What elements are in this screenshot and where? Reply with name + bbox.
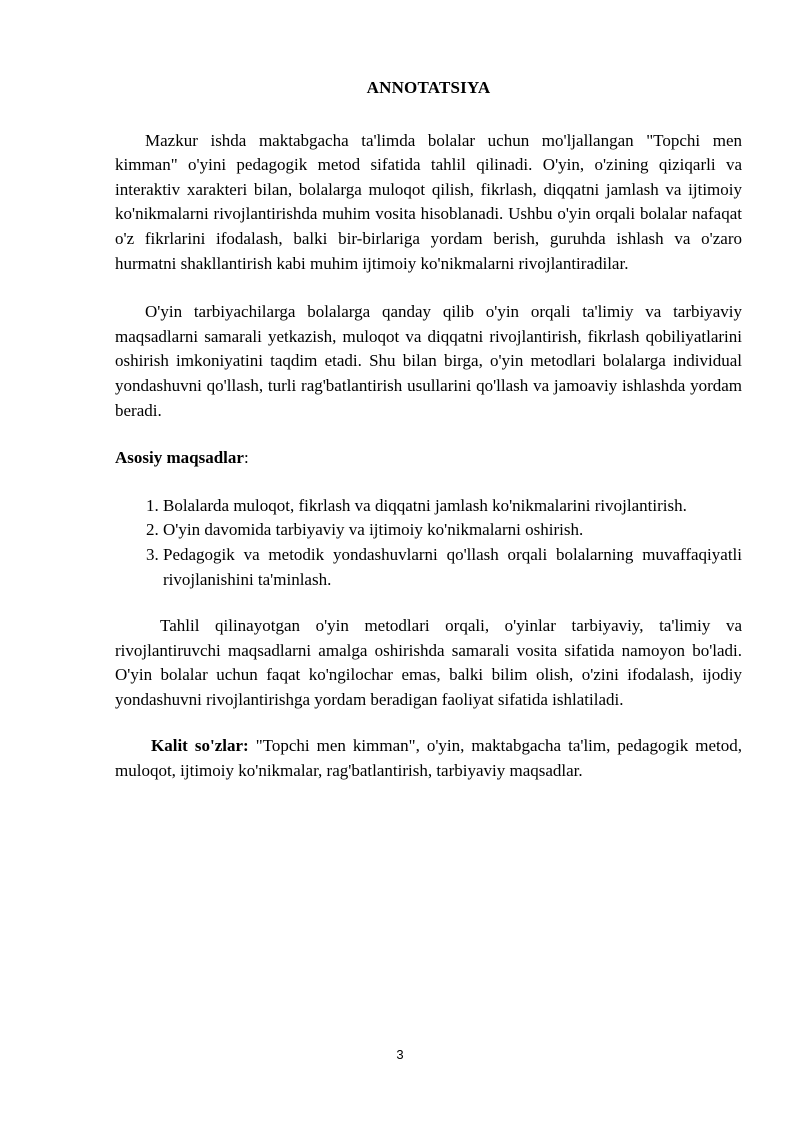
goals-heading-colon: :	[243, 448, 249, 468]
goals-heading-label: Asosiy maqsadlar	[115, 448, 244, 468]
goal-item: 2. O'yin davomida tarbiyaviy va ijtimoiy ko'nikmalarni oshirish.	[163, 518, 742, 543]
keywords-paragraph	[115, 734, 742, 783]
paragraph-methods: O'yin tarbiyachilarga bolalarga qanday qilib o'yin orqali ta'limiy va tarbiyaviy maqsadlarni samarali yetkazish, muloqot va diqqatni rivojlantirish, fikrlash qobiliyatlarini oshirish imkoniyatini taqdim etadi. Shu bilan birga, o'yin metodlari bolalarga individual yondashuvni qo'llash, turli rag'batlantirish usullarini qo'llash va jamoaviy ishlashda yordam beradi.	[115, 302, 742, 420]
paragraph-analysis: Tahlil qilinayotgan o'yin metodlari orqali, o'yinlar tarbiyaviy, ta'limiy va rivojlantiruvchi maqsadlarni amalga oshirishda samarali vosita sifatida namoyon bo'ladi. O'yin bolalar uchun faqat ko'ngilochar emas, balki bilim olish, o'zini ifodalash, ijodiy yondashuvni rivojlantirishga yordam beradigan faoliyat sifatida ishlatiladi.	[115, 616, 742, 709]
goals-heading	[115, 446, 742, 471]
page-number: 3	[396, 1047, 404, 1062]
keywords-text: "Topchi men kimman", o'yin, maktabgacha ta'lim, pedagogik metod, muloqot, ijtimoiy ko'nikmalar, rag'batlantirish, tarbiyaviy maqsadlar.	[115, 736, 742, 781]
goals-list	[115, 494, 742, 592]
keywords-label: Kalit so'zlar:	[151, 736, 249, 756]
goal-item: 3. Pedagogik va metodik yondashuvlarni qo'llash orqali bolalarning muvaffaqiyatli rivojlanishini ta'minlash.	[163, 543, 742, 592]
page-title: ANNOTATSIYA	[366, 78, 491, 97]
paragraph-intro: Mazkur ishda maktabgacha ta'limda bolalar uchun mo'ljallangan "Topchi men kimman" o'yini pedagogik metod sifatida tahlil qilinadi. O'yin, o'zining qiziqarli va interaktiv xarakteri bilan, bolalarga muloqot qilish, fikrlash, diqqatni jamlash va ijtimoiy ko'nikmalarni rivojlantirishda muhim vosita hisoblanadi. Ushbu o'yin orqali bolalar nafaqat o'z fikrlarini ifodalash, balki bir-birlariga yordam berish, guruhda ishlash va o'zaro hurmatni shakllantirish kabi muhim ijtimoiy ko'nikmalarni rivojlantiradilar.	[115, 130, 742, 273]
page-content	[115, 76, 742, 784]
goal-item: 1. Bolalarda muloqot, fikrlash va diqqatni jamlash ko'nikmalarini rivojlantirish.	[163, 494, 742, 519]
